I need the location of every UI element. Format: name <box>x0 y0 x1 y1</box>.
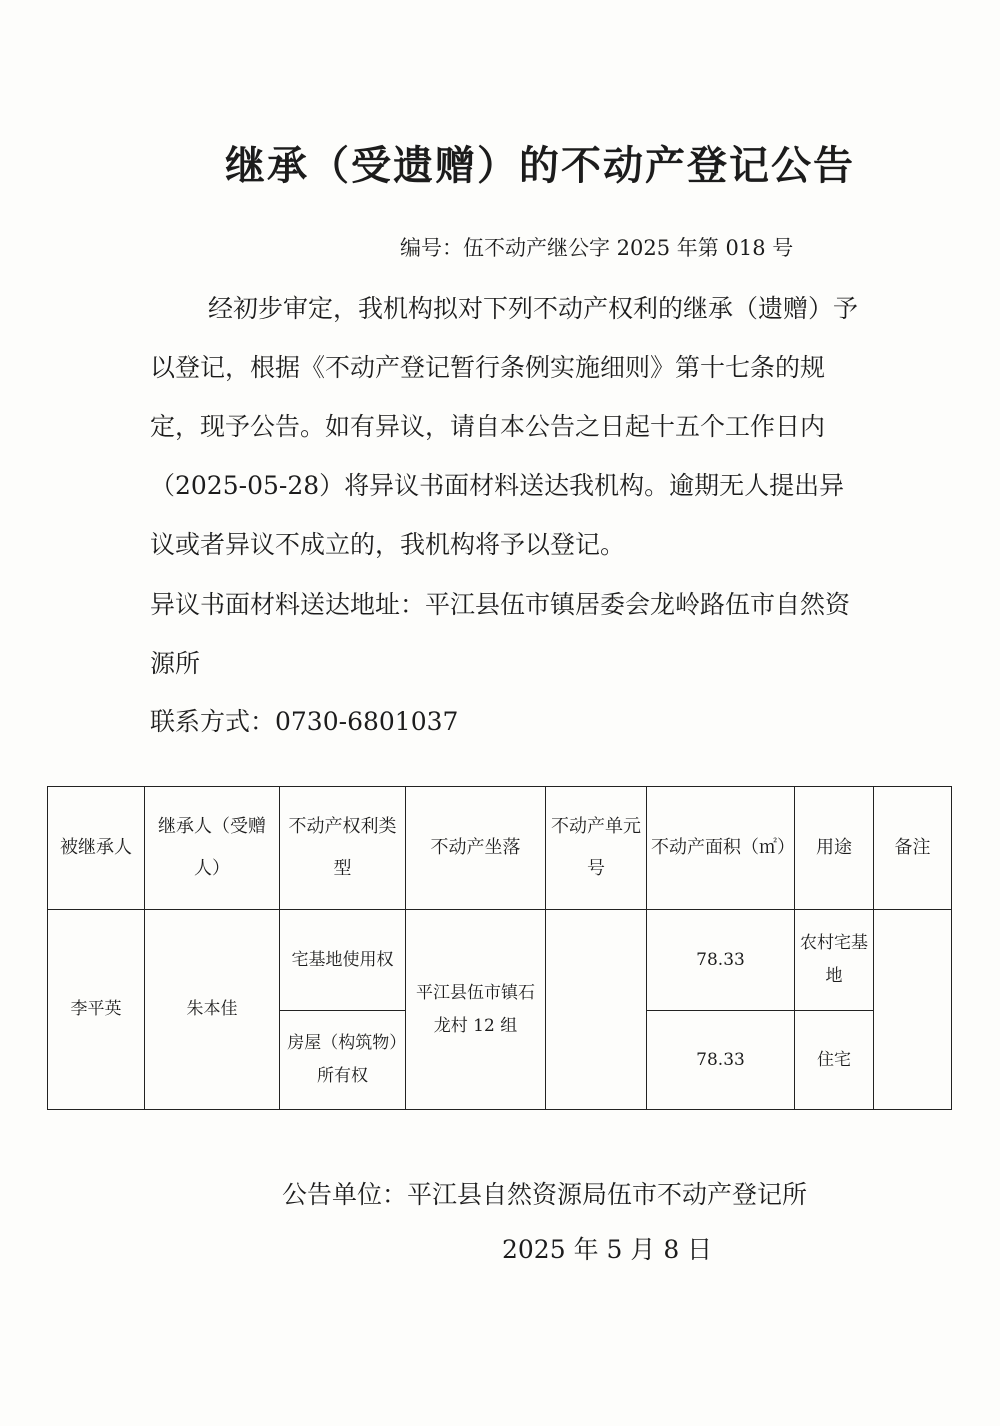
header-area: 不动产面积（㎡） <box>647 787 795 910</box>
cell-remark <box>874 910 952 1110</box>
document-number: 编号：伍不动产继公字 2025 年第 018 号 <box>400 236 794 260</box>
notice-body: 经初步审定，我机构拟对下列不动产权利的继承（遗赠）予以登记，根据《不动产登记暂行条例实施细则》第十七条的规定，现予公告。如有异议，请自本公告之日起十五个工作日内（2025-05-28）将异议书面材料送达我机构。逾期无人提出异议或者异议不成立的，我机构将予以登记。 <box>150 294 859 559</box>
cell-use: 农村宅基地 <box>795 910 874 1011</box>
cell-unit-no <box>546 910 647 1110</box>
cell-decedent: 李平英 <box>48 910 145 1110</box>
notice-title: 继承（受遗赠）的不动产登记公告 <box>225 143 855 189</box>
cell-heir: 朱本佳 <box>145 910 280 1110</box>
header-location: 不动产坐落 <box>406 787 546 910</box>
issue-date: 2025 年 5 月 8 日 <box>502 1235 713 1264</box>
header-right-type: 不动产权利类型 <box>280 787 406 910</box>
header-decedent: 被继承人 <box>48 787 145 910</box>
table-header-row <box>48 787 952 910</box>
header-heir: 继承人（受赠人） <box>145 787 280 910</box>
registration-table <box>47 786 952 1110</box>
header-use: 用途 <box>795 787 874 910</box>
contact-info: 联系方式：0730-6801037 <box>150 707 459 736</box>
cell-use: 住宅 <box>795 1011 874 1110</box>
cell-location: 平江县伍市镇石龙村 12 组 <box>406 910 546 1110</box>
header-unit-no: 不动产单元号 <box>546 787 647 910</box>
header-remark: 备注 <box>874 787 952 910</box>
cell-area: 78.33 <box>647 1011 795 1110</box>
issuing-unit: 公告单位：平江县自然资源局伍市不动产登记所 <box>282 1180 808 1209</box>
objection-address: 异议书面材料送达地址：平江县伍市镇居委会龙岭路伍市自然资源所 <box>150 590 851 678</box>
cell-right-type: 宅基地使用权 <box>280 910 406 1011</box>
cell-area: 78.33 <box>647 910 795 1011</box>
table-row <box>48 910 952 1011</box>
cell-right-type: 房屋（构筑物）所有权 <box>280 1011 406 1110</box>
